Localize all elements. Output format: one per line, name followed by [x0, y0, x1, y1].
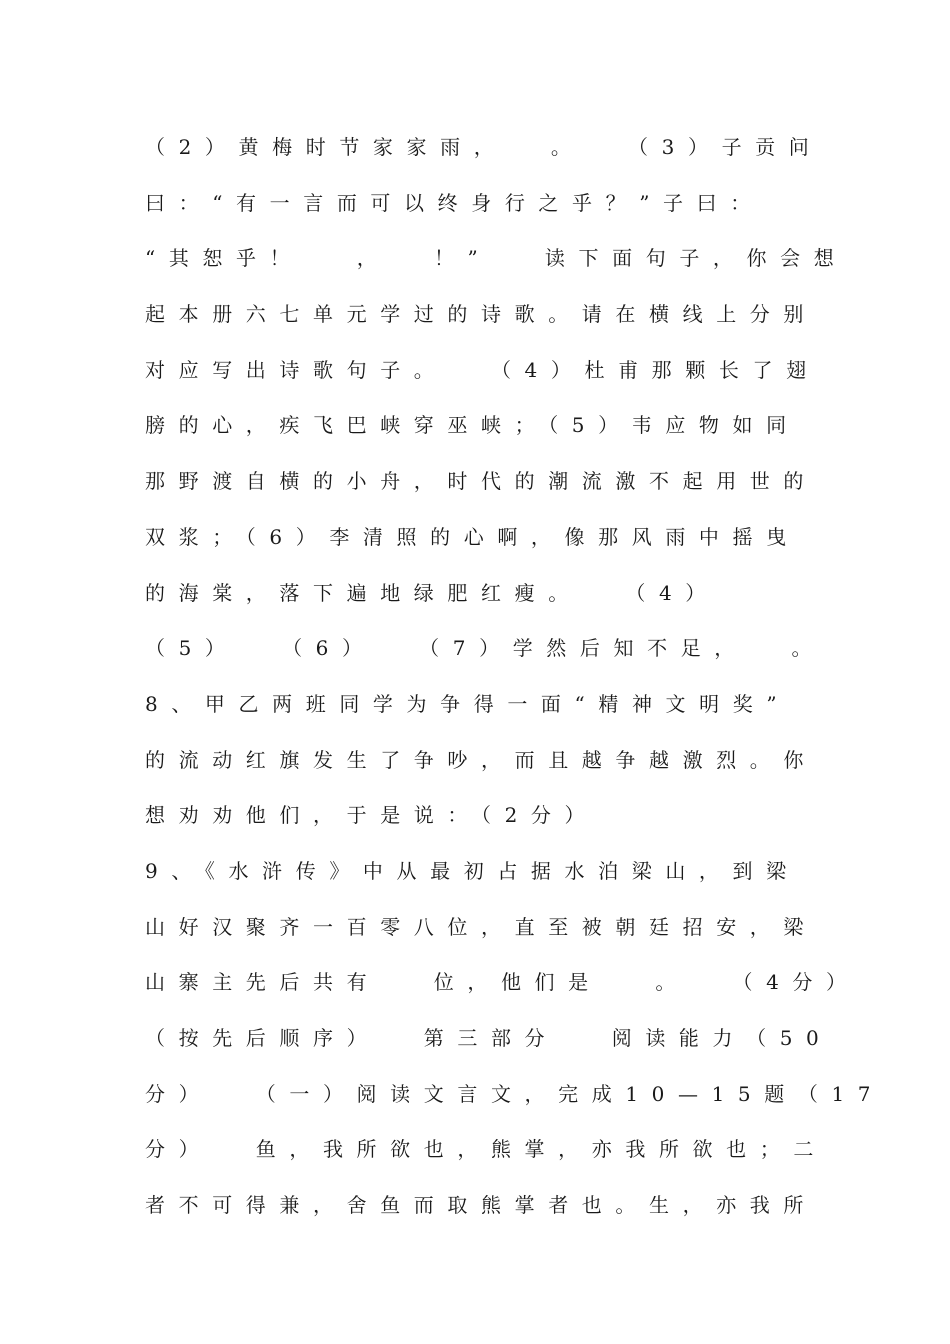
text-line: 的海棠，落下遍地绿肥红瘦。 （4）: [145, 580, 719, 605]
text-line: 起本册六七单元学过的诗歌。请在横线上分别: [145, 302, 817, 327]
text-line: 分） （一）阅读文言文，完成10—15题（17: [145, 1081, 885, 1106]
text-line: 膀的心，疾飞巴峡穿巫峡；（5）韦应物如同: [145, 413, 800, 438]
text-line: 山寨主先后共有 位，他们是 。 （4分）: [145, 970, 860, 995]
document-body: [145, 120, 885, 1234]
text-line: 山好汉聚齐一百零八位，直至被朝廷招安，梁: [145, 914, 817, 939]
text-line: “其恕乎！ ， ！” 读下面句子，你会想: [145, 246, 848, 271]
text-line: （5） （6） （7）学然后知不足， 。: [145, 636, 826, 661]
text-line: 9、《水浒传》中从最初占据水泊梁山，到梁: [145, 858, 800, 883]
text-line: 者不可得兼，舍鱼而取熊掌者也。生，亦我所: [145, 1193, 817, 1218]
text-line: 的流动红旗发生了争吵，而且越争越激烈。你: [145, 747, 817, 772]
text-line: 双浆；（6）李清照的心啊，像那风雨中摇曳: [145, 524, 800, 549]
text-line: 对应写出诗歌句子。 （4）杜甫那颗长了翅: [145, 357, 820, 382]
text-line: 分） 鱼，我所欲也，熊掌，亦我所欲也；二: [145, 1137, 827, 1162]
text-line: （2）黄梅时节家家雨， 。 （3）子贡问: [145, 135, 823, 159]
text-line: （按先后顺序） 第三部分 阅读能力（50: [145, 1026, 833, 1050]
text-line: 8、甲乙两班同学为争得一面“精神文明奖”: [145, 691, 791, 716]
text-line: 那野渡自横的小舟，时代的潮流激不起用世的: [145, 469, 817, 494]
text-line: 曰：“有一言而可以终身行之乎？”子曰：: [145, 190, 764, 215]
text-line: 想劝劝他们，于是说：（2分）: [145, 803, 599, 828]
